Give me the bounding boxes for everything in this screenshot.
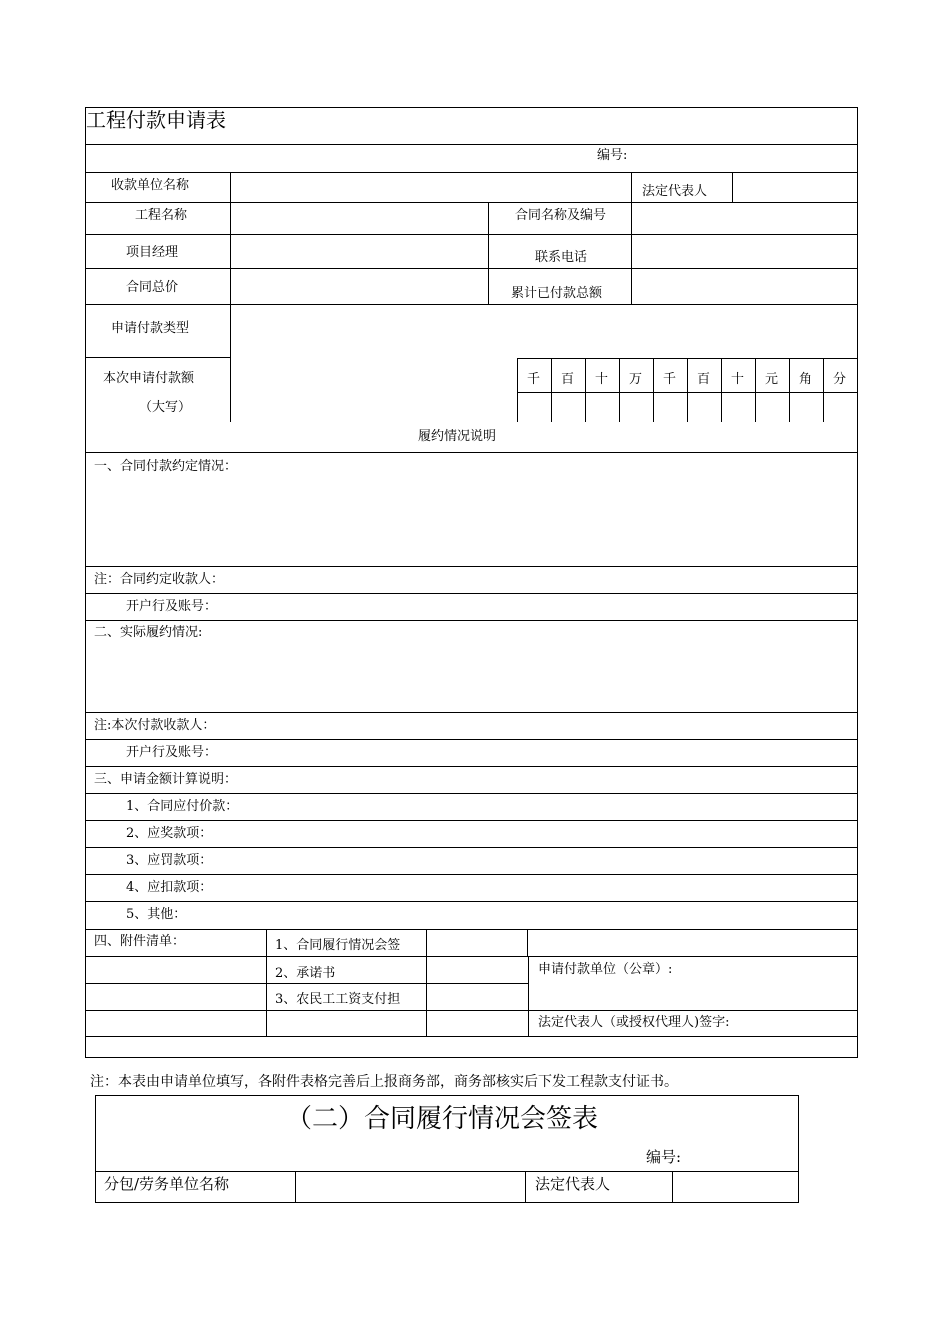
digit-unit-wan: 万 xyxy=(629,372,643,387)
contact-phone-field[interactable] xyxy=(632,235,857,268)
digit-cell[interactable] xyxy=(620,393,653,422)
section3-label: 三、申请金额计算说明： xyxy=(94,772,238,787)
attachment-item: 1、合同履行情况会签 xyxy=(275,938,401,953)
digit-cell[interactable] xyxy=(722,393,755,422)
digit-cell[interactable] xyxy=(552,393,585,422)
project-name-label: 工程名称 xyxy=(135,208,188,223)
digit-unit-qian: 千 xyxy=(663,372,677,387)
section4-label: 四、附件清单： xyxy=(94,934,186,949)
form2-title: （二）合同履行情况会签表 xyxy=(286,1104,599,1134)
digit-cell[interactable] xyxy=(654,393,687,422)
serial-number-label: 编号: xyxy=(597,148,628,163)
note-current-payee: 注:本次付款收款人： xyxy=(94,718,216,733)
amount-uppercase-field[interactable] xyxy=(231,358,517,422)
digit-cell[interactable] xyxy=(518,393,551,422)
payee-unit-field[interactable] xyxy=(231,173,631,202)
section2-label: 二、实际履约情况: xyxy=(94,625,203,640)
bank-account-label-2: 开户行及账号： xyxy=(126,745,218,760)
digit-unit-jiao: 角 xyxy=(799,372,813,387)
cumulative-paid-field[interactable] xyxy=(632,269,857,304)
digit-unit-qian: 千 xyxy=(527,372,541,387)
contract-total-field[interactable] xyxy=(231,269,488,304)
calc-item: 4、应扣款项： xyxy=(126,880,213,895)
digit-unit-fen: 分 xyxy=(833,372,847,387)
note-contract-payee: 注：合同约定收款人： xyxy=(94,572,225,587)
digit-cell[interactable] xyxy=(688,393,721,422)
form2-legal-rep-label: 法定代表人 xyxy=(535,1175,611,1193)
legal-rep-label: 法定代表人 xyxy=(642,184,708,199)
form2-serial-label: 编号: xyxy=(646,1148,682,1166)
digit-unit-shi: 十 xyxy=(731,372,745,387)
digit-cell[interactable] xyxy=(756,393,789,422)
legal-rep-signature-label: 法定代表人（或授权代理人)签字: xyxy=(538,1015,730,1030)
digit-unit-bai: 百 xyxy=(697,372,711,387)
project-manager-label: 项目经理 xyxy=(126,245,179,260)
calc-item: 2、应奖款项： xyxy=(126,826,213,841)
digit-unit-yuan: 元 xyxy=(765,372,779,387)
amount-uppercase-label: （大写） xyxy=(139,400,192,415)
subcontractor-field[interactable] xyxy=(296,1172,525,1202)
applicant-unit-seal-label: 申请付款单位（公章）: xyxy=(538,962,673,977)
digit-cell[interactable] xyxy=(790,393,823,422)
contract-name-no-field[interactable] xyxy=(632,203,857,234)
digit-cell[interactable] xyxy=(586,393,619,422)
section1-label: 一、合同付款约定情况： xyxy=(94,459,238,474)
footnote: 注：本表由申请单位填写，各附件表格完善后上报商务部，商务部核实后下发工程款支付证书。 xyxy=(90,1074,678,1090)
bank-account-label-1: 开户行及账号： xyxy=(126,599,218,614)
calc-item: 3、应罚款项： xyxy=(126,853,213,868)
project-manager-field[interactable] xyxy=(231,235,488,268)
legal-rep-field[interactable] xyxy=(733,173,857,202)
section2-field[interactable] xyxy=(86,644,857,712)
payment-type-label: 申请付款类型 xyxy=(111,321,190,336)
digit-unit-bai: 百 xyxy=(561,372,575,387)
payment-type-field[interactable] xyxy=(231,305,857,357)
calc-item: 1、合同应付价款： xyxy=(126,799,239,814)
attachment-item: 3、农民工工资支付担 xyxy=(275,992,401,1007)
section1-field[interactable] xyxy=(86,478,857,566)
form1-title: 工程付款申请表 xyxy=(86,108,226,132)
contact-phone-label: 联系电话 xyxy=(535,250,588,265)
amount-label: 本次申请付款额 xyxy=(103,371,195,386)
attachment-item: 2、承诺书 xyxy=(275,966,336,981)
contract-total-label: 合同总价 xyxy=(126,280,179,295)
cumulative-paid-label: 累计已付款总额 xyxy=(511,286,603,301)
contract-name-no-label: 合同名称及编号 xyxy=(515,208,607,223)
digit-unit-shi: 十 xyxy=(595,372,609,387)
form2-legal-rep-field[interactable] xyxy=(673,1172,798,1202)
performance-header: 履约情况说明 xyxy=(418,429,497,444)
subcontractor-label: 分包/劳务单位名称 xyxy=(104,1175,230,1193)
digit-cell[interactable] xyxy=(824,393,857,422)
calc-item: 5、其他： xyxy=(126,907,187,922)
project-name-field[interactable] xyxy=(231,203,488,234)
payee-unit-label: 收款单位名称 xyxy=(111,178,190,193)
